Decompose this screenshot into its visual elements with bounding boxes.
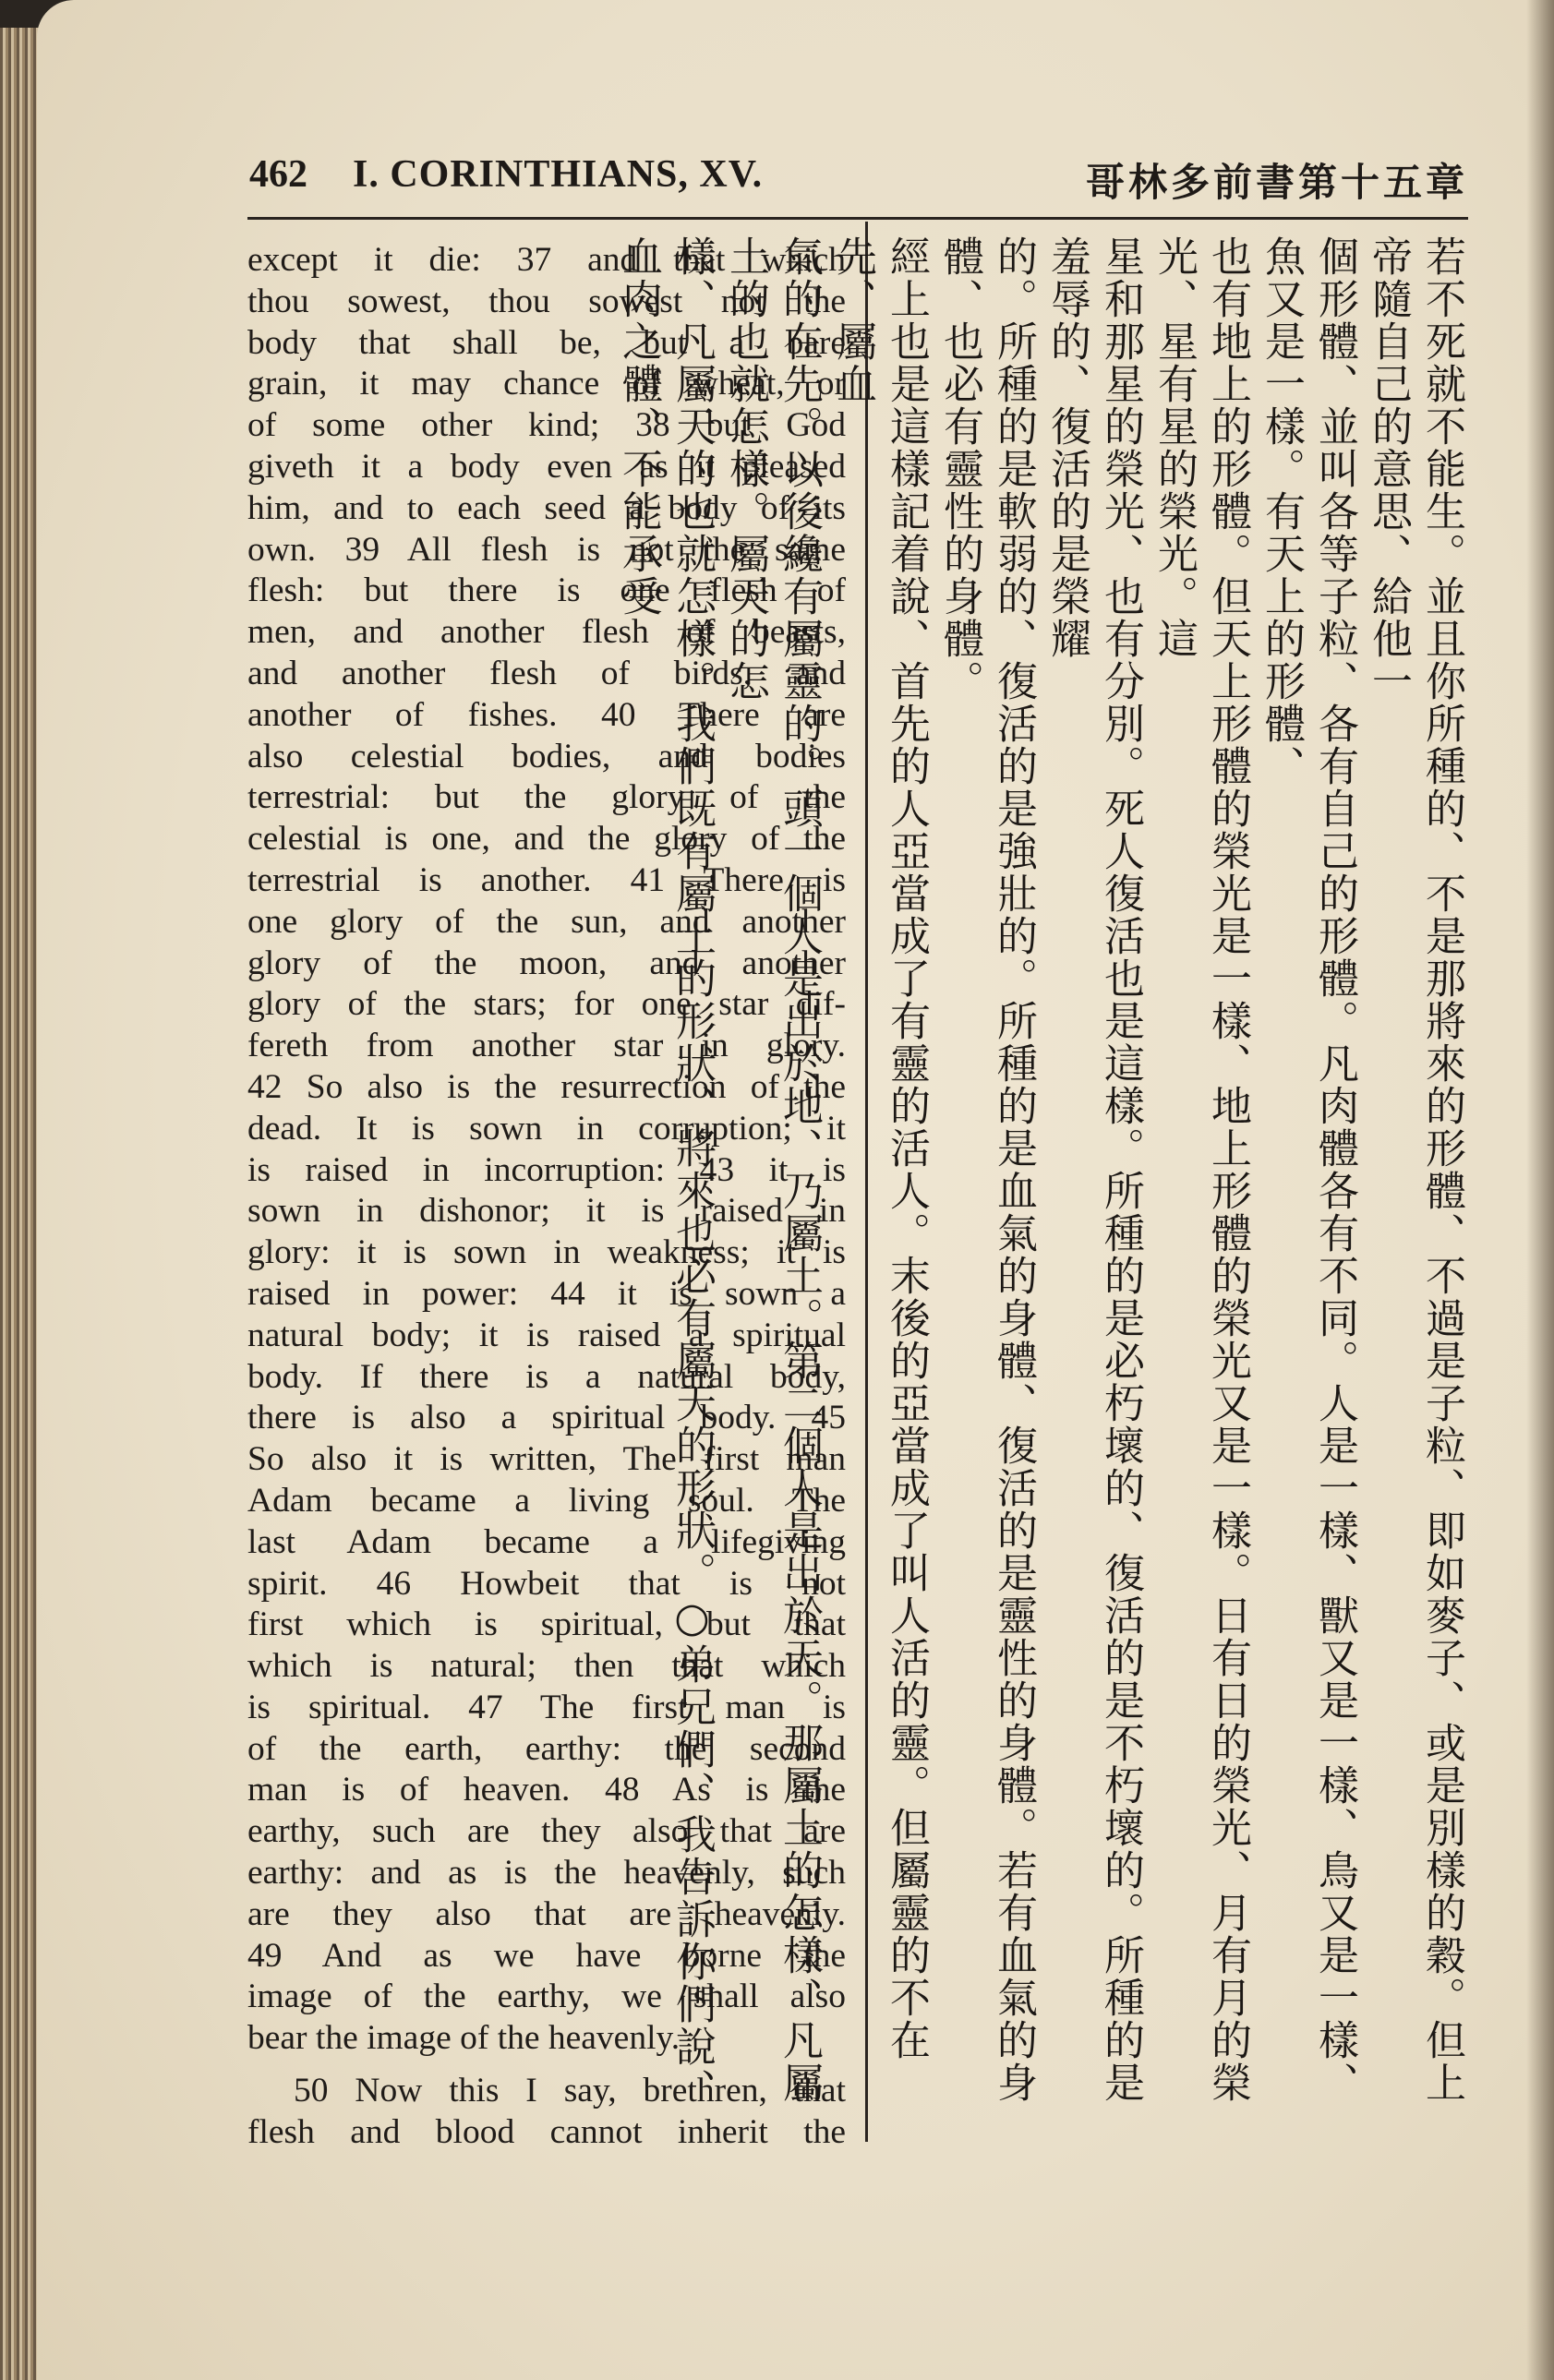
english-text-line: and another flesh of birds, and <box>247 654 846 692</box>
english-text-line: spirit. 46 Howbeit that is not <box>247 1564 846 1603</box>
page-number: 462 <box>249 153 307 196</box>
english-text-line: grain, it may chance of wheat, or <box>247 365 846 403</box>
english-text-line: flesh and blood cannot inherit the <box>247 2112 846 2151</box>
english-text-line: body. If there is a natural body, <box>247 1357 846 1396</box>
english-text-line: glory of the stars; for one star dif- <box>247 985 846 1024</box>
page-header <box>249 152 1468 208</box>
english-text-line: terrestrial: but the glory of the <box>247 778 846 817</box>
english-text-line: body that shall be, but a bare <box>247 323 846 362</box>
english-text-line: glory of the moon, and another <box>247 944 846 982</box>
english-text-line: dead. It is sown in corruption; it <box>247 1109 846 1148</box>
english-text-line: one glory of the sun, and another <box>247 902 846 941</box>
english-text-line: celestial is one, and the glory of the <box>247 820 846 859</box>
english-text-line: earthy, such are they also that are <box>247 1812 846 1851</box>
english-text-line: of some other kind; 38 but God <box>247 406 846 445</box>
running-title: I. CORINTHIANS, XV. <box>353 153 764 196</box>
english-text-line: natural body; it is raised a spiritual <box>247 1316 846 1354</box>
english-text-line: fereth from another star in glory. <box>247 1027 846 1065</box>
english-text-line: 49 And as we have borne the <box>247 1936 846 1975</box>
english-text-line: 50 Now this I say, brethren, that <box>294 2072 846 2110</box>
english-text-line: which is natural; then that which <box>247 1647 846 1686</box>
english-text-line: also celestial bodies, and bodies <box>247 737 846 775</box>
chinese-text-column-line: 個形體、並叫各等子粒、各有自己的形體。凡肉體各有不同。人是一樣、獸又是一樣、鳥又是一樣、魚又是一樣。有天上的形體、 <box>1258 235 1358 2104</box>
chinese-text-column-line: 的。所種的是軟弱的、復活的是強壯的。所種的是血氣的身體、復活的是靈性的身體。若有血氣的身體、也必有靈性的身體。 <box>936 235 1037 2104</box>
chinese-text-column-line: 氣的在先。以後纔有屬靈的。頭一個人是出於地、乃屬土。第二個人是出於天。那屬土的怎樣、凡屬土的也就怎樣。屬天的怎 <box>722 235 823 2104</box>
english-text-line: thou sowest, thou sowest not the <box>247 282 846 320</box>
chinese-text-column-line: 星和那星的榮光、也有分別。死人復活也是這樣。所種的是必朽壞的、復活的是不朽壞的。所種的是羞辱的、復活的是榮耀 <box>1043 235 1144 2104</box>
english-text-line: terrestrial is another. 41 There is <box>247 860 846 899</box>
english-text-line: bear the image of the heavenly. <box>247 2019 681 2058</box>
english-text-line: men, and another flesh of beasts, <box>247 613 846 652</box>
chinese-running-title: 哥林多前書第十五章 <box>1085 160 1468 205</box>
chinese-text-column-line: 樣、凡屬天的也就怎樣。我們既有屬土的形狀、將來也必有屬天的形狀。○弟兄們、我告訴你們說、血肉之體、不能承受 <box>615 235 716 2110</box>
english-text-line: giveth it a body even as it pleased <box>247 447 846 486</box>
english-text-line: 42 So also is the resurrection of the <box>247 1067 846 1106</box>
english-text-line: own. 39 All flesh is not the same <box>247 530 846 569</box>
gutter-shadow <box>1526 0 1554 2380</box>
english-text-line: another of fishes. 40 There are <box>247 695 846 734</box>
chinese-text-column-line: 若不死就不能生。並且你所種的、不是那將來的形體、不過是子粒、即如麥子、或是別樣的穀。但上帝隨自己的意思、給他一 <box>1365 235 1465 2104</box>
english-text-line: of the earth, earthy: the second <box>247 1729 846 1768</box>
english-text-line: there is also a spiritual body. 45 <box>247 1399 846 1437</box>
english-text-line: image of the earthy, we shall also <box>247 1977 846 2016</box>
english-text-line: first which is spiritual, but that <box>247 1605 846 1644</box>
chinese-text-column-line: 也有地上的形體。但天上形體的榮光是一樣、地上形體的榮光又是一樣。日有日的榮光、月有月的榮光、星有星的榮光。這 <box>1150 235 1251 2104</box>
english-text-line: are they also that are heavenly. <box>247 1894 846 1933</box>
chinese-text-column-line: 經上也是這樣記着說、首先的人亞當成了有靈的活人。末後的亞當成了叫人活的靈。但屬靈的不在先、屬血 <box>829 235 930 2061</box>
english-text-line: last Adam became a lifegiving <box>247 1522 846 1561</box>
english-text-line: earthy: and as is the heavenly, such <box>247 1854 846 1893</box>
english-text-line: is spiritual. 47 The first man is <box>247 1688 846 1726</box>
english-text-line: flesh: but there is one flesh of <box>247 571 846 610</box>
english-text-line: glory: it is sown in weakness; it is <box>247 1233 846 1272</box>
english-text-line: is raised in incorruption: 43 it is <box>247 1150 846 1189</box>
english-text-line: sown in dishonor; it is raised in <box>247 1192 846 1231</box>
english-text-line: man is of heaven. 48 As is the <box>247 1771 846 1809</box>
english-text-line: So also it is written, The first man <box>247 1440 846 1479</box>
english-text-line: raised in power: 44 it is sown a <box>247 1274 846 1313</box>
english-text-line: except it die: 37 and that which <box>247 241 846 279</box>
header-rule <box>247 217 1468 220</box>
chinese-text-column <box>615 235 1468 2137</box>
english-text-line: Adam became a living soul. The <box>247 1481 846 1520</box>
english-text-line: him, and to each seed a body of its <box>247 488 846 527</box>
